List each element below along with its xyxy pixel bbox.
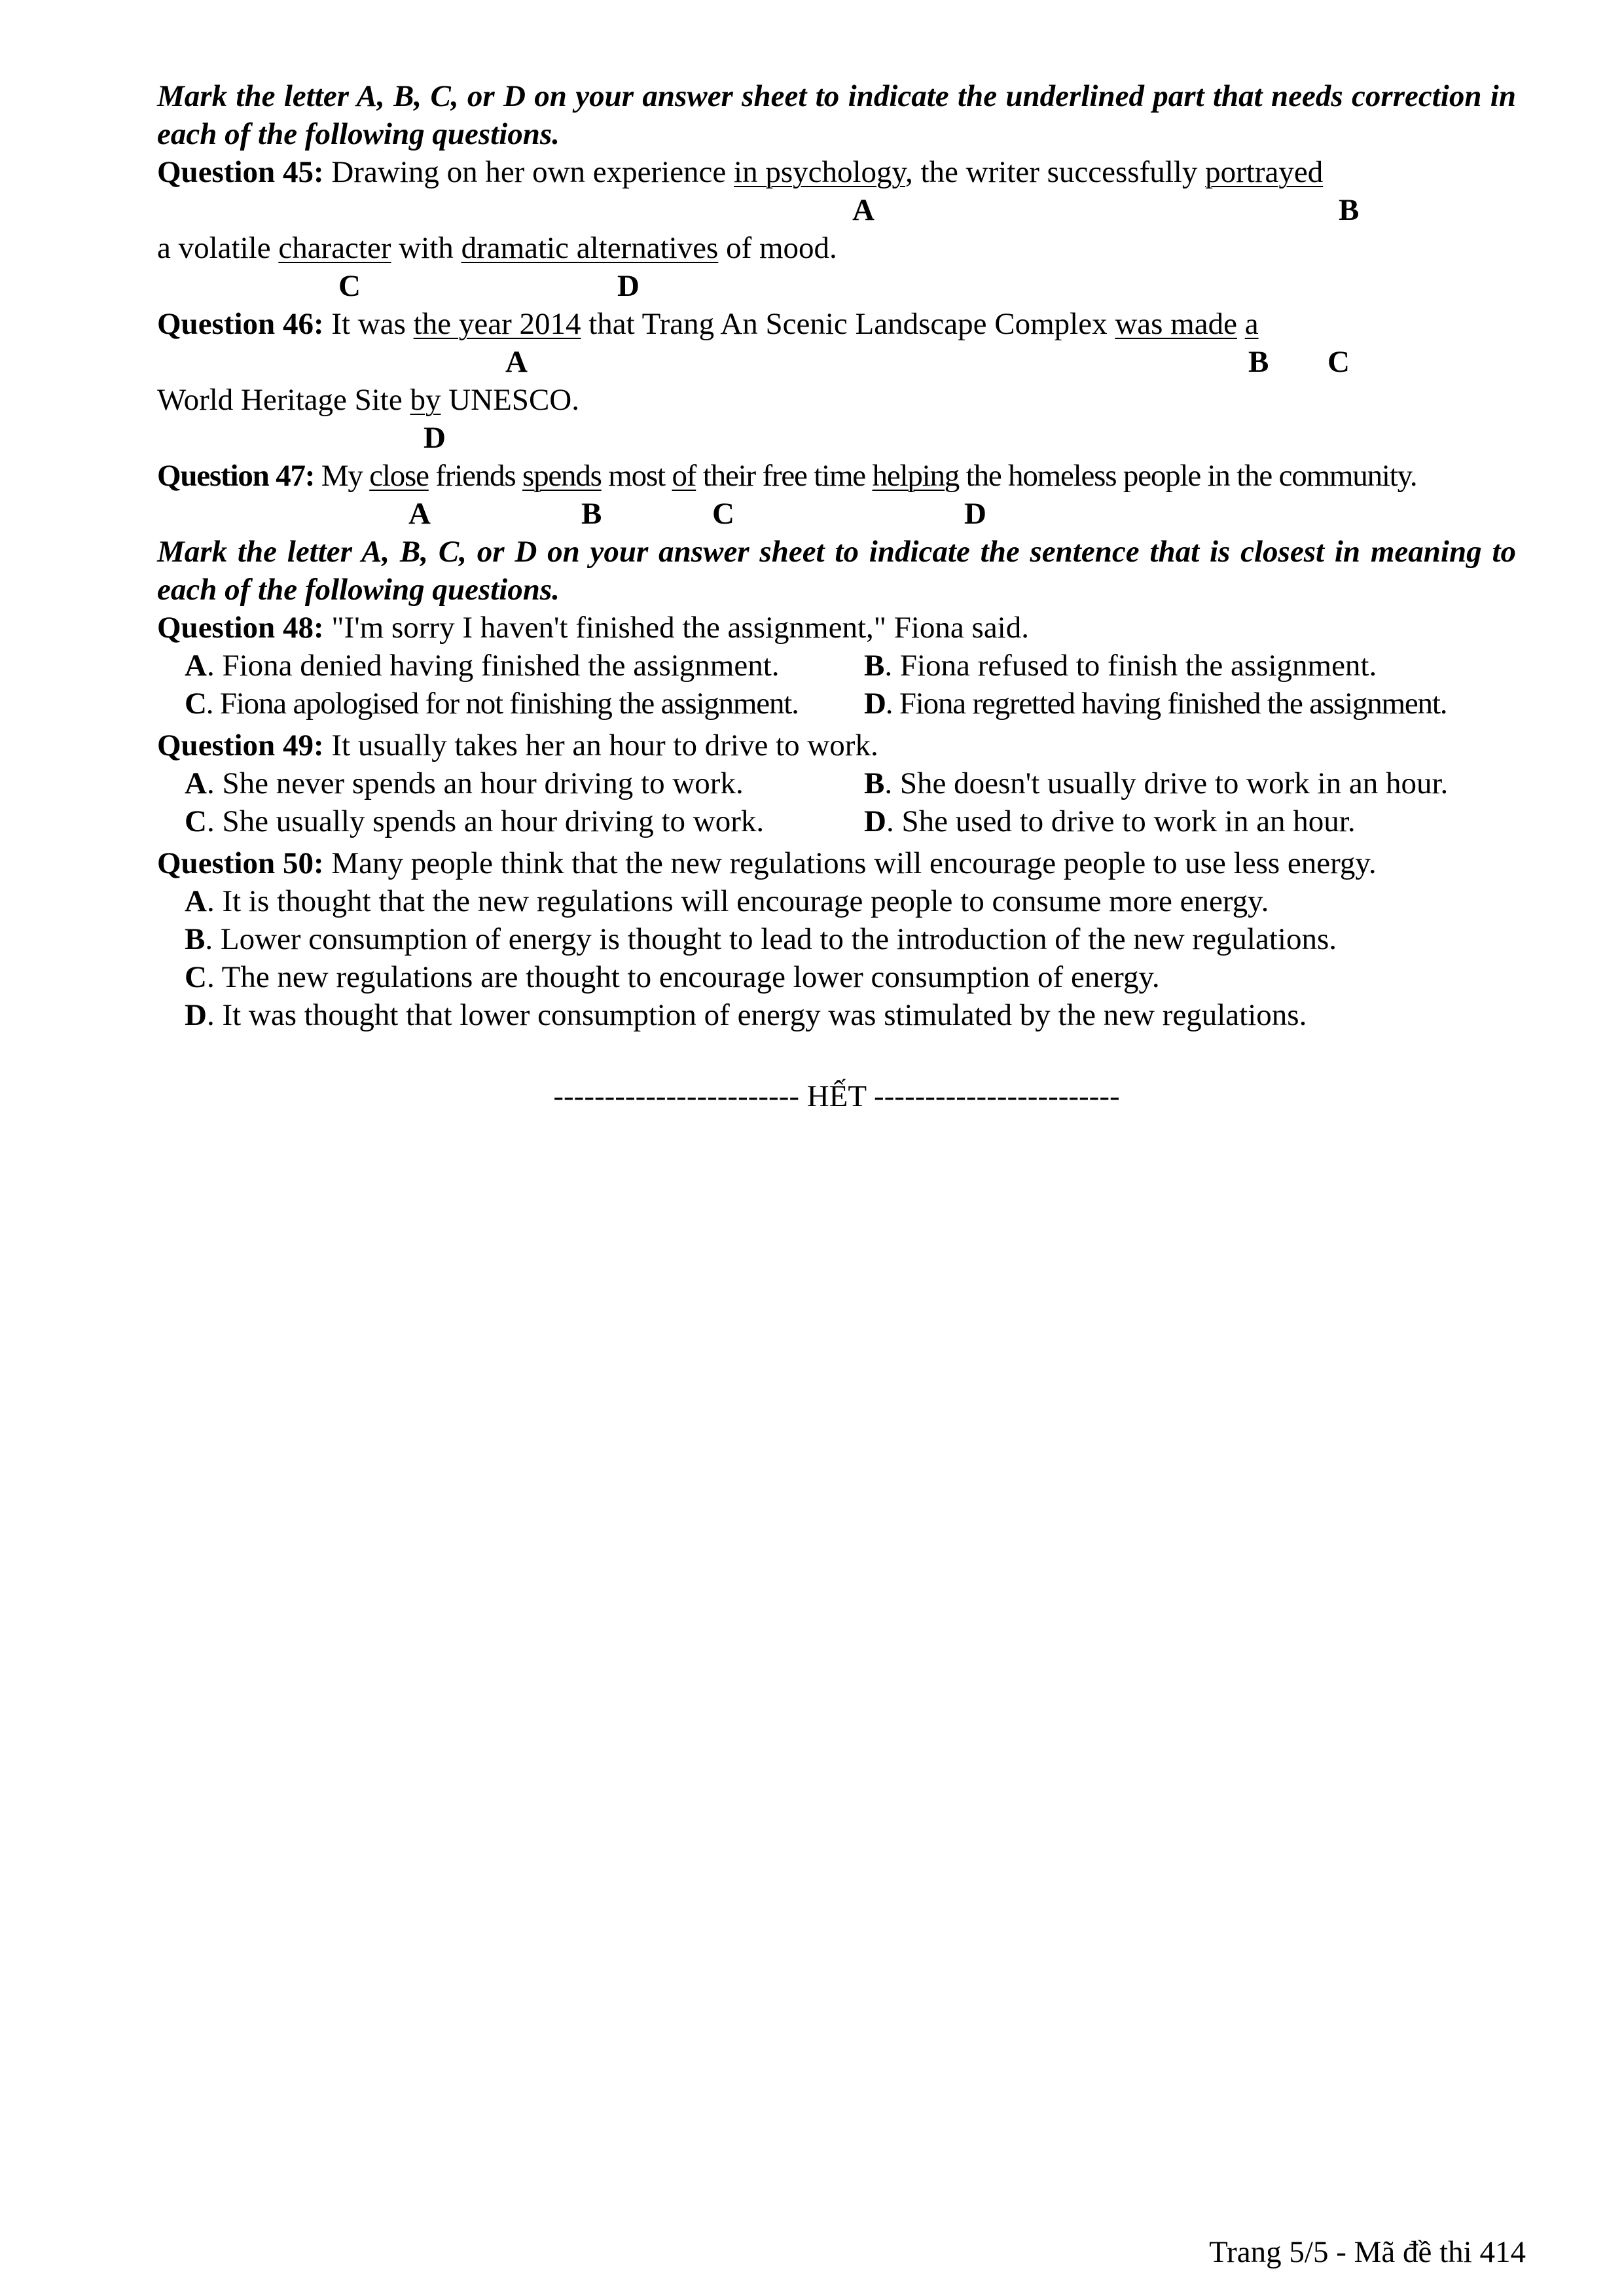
q48-option-d: D. Fiona regretted having finished the assignment. <box>864 687 1447 721</box>
q48-option-a: A. Fiona denied having finished the assignment. <box>185 649 780 683</box>
q50-option-a: A. It is thought that the new regulations will encourage people to consume more energy. <box>185 884 1269 918</box>
question-46-label: Question 46: <box>157 307 324 341</box>
q45-letter-c: C <box>338 269 361 303</box>
q47-letter-a: A <box>408 497 431 531</box>
q45-part-a: in psychology <box>734 155 905 189</box>
exam-page <box>157 77 1516 1115</box>
q47-letters-row <box>157 495 1516 533</box>
q46-part-b: was made <box>1115 307 1237 341</box>
q48-options-row-1 <box>157 647 1516 685</box>
q45-part-c: character <box>278 231 391 265</box>
q47-part-b: spends <box>522 459 602 493</box>
question-47-line: Question 47: My close friends spends most of their free time helping the homeless people in the community. <box>157 459 1417 493</box>
q45-letter-b: B <box>1339 193 1360 227</box>
q48-option-c: C. Fiona apologised for not finishing the assignment. <box>185 687 799 721</box>
q46-letter-a: A <box>505 345 528 379</box>
q48-options-row-2 <box>157 685 1516 723</box>
q49-options-row-1 <box>157 764 1516 802</box>
question-45-line-1: Question 45: Drawing on her own experience in psychology, the writer successfully portrayed <box>157 155 1324 189</box>
end-marker: ------------------------ HẾT ------------------------ <box>553 1079 1120 1113</box>
question-49-stem: Question 49: It usually takes her an hour to drive to work. <box>157 728 878 762</box>
q46-letter-c: C <box>1327 345 1350 379</box>
q47-part-a: close <box>369 459 429 493</box>
question-45-line-2: a volatile character with dramatic alternatives of mood. <box>157 231 837 265</box>
question-45-label: Question 45: <box>157 155 324 189</box>
q47-part-d: helping <box>872 459 960 493</box>
q49-option-a: A. She never spends an hour driving to work. <box>185 766 744 800</box>
instruction-error-identification: Mark the letter A, B, C, or D on your answer sheet to indicate the underlined part that needs correction in each of the following questions. <box>157 79 1516 151</box>
question-46-line-2: World Heritage Site by UNESCO. <box>157 383 579 417</box>
q46-letters-row-1 <box>157 343 1516 381</box>
question-48-label: Question 48: <box>157 611 324 645</box>
question-50-label: Question 50: <box>157 846 324 880</box>
q47-letter-c: C <box>712 497 734 531</box>
q45-part-d: dramatic alternatives <box>461 231 719 265</box>
q46-letters-row-2 <box>157 419 1516 457</box>
q46-letter-d: D <box>424 421 446 455</box>
q45-letter-d: D <box>617 269 640 303</box>
page-footer: Trang 5/5 - Mã đề thi 414 <box>1209 2235 1526 2269</box>
q49-option-d: D. She used to drive to work in an hour. <box>864 804 1356 838</box>
q50-option-d: D. It was thought that lower consumption of energy was stimulated by the new regulations. <box>185 998 1307 1032</box>
q45-letters-row-1 <box>157 191 1516 229</box>
q46-letter-b: B <box>1248 345 1269 379</box>
q45-letters-row-2 <box>157 267 1516 305</box>
q50-option-b: B. Lower consumption of energy is thought to lead to the introduction of the new regulations. <box>185 922 1337 956</box>
q49-options-row-2 <box>157 802 1516 840</box>
q46-part-c: a <box>1244 307 1259 341</box>
q45-part-b: portrayed <box>1205 155 1324 189</box>
q49-option-c: C. She usually spends an hour driving to work. <box>185 804 765 838</box>
q46-part-d: by <box>410 383 441 417</box>
question-50-stem: Question 50: Many people think that the new regulations will encourage people to use less energy. <box>157 846 1377 880</box>
question-49-label: Question 49: <box>157 728 324 762</box>
q47-part-c: of <box>672 459 696 493</box>
question-48-stem: Question 48: "I'm sorry I haven't finished the assignment," Fiona said. <box>157 611 1029 645</box>
q46-part-a: the year 2014 <box>413 307 581 341</box>
instruction-closest-meaning: Mark the letter A, B, C, or D on your answer sheet to indicate the sentence that is closest in meaning to each of the following questions. <box>157 535 1516 607</box>
q45-letter-a: A <box>852 193 875 227</box>
q49-option-b: B. She doesn't usually drive to work in an hour. <box>864 766 1449 800</box>
q50-option-c: C. The new regulations are thought to encourage lower consumption of energy. <box>185 960 1160 994</box>
q47-letter-b: B <box>581 497 602 531</box>
question-47-label: Question 47: <box>157 459 315 493</box>
q47-letter-d: D <box>964 497 986 531</box>
q48-option-b: B. Fiona refused to finish the assignment. <box>864 649 1377 683</box>
question-46-line-1: Question 46: It was the year 2014 that Trang An Scenic Landscape Complex was made a <box>157 307 1259 341</box>
